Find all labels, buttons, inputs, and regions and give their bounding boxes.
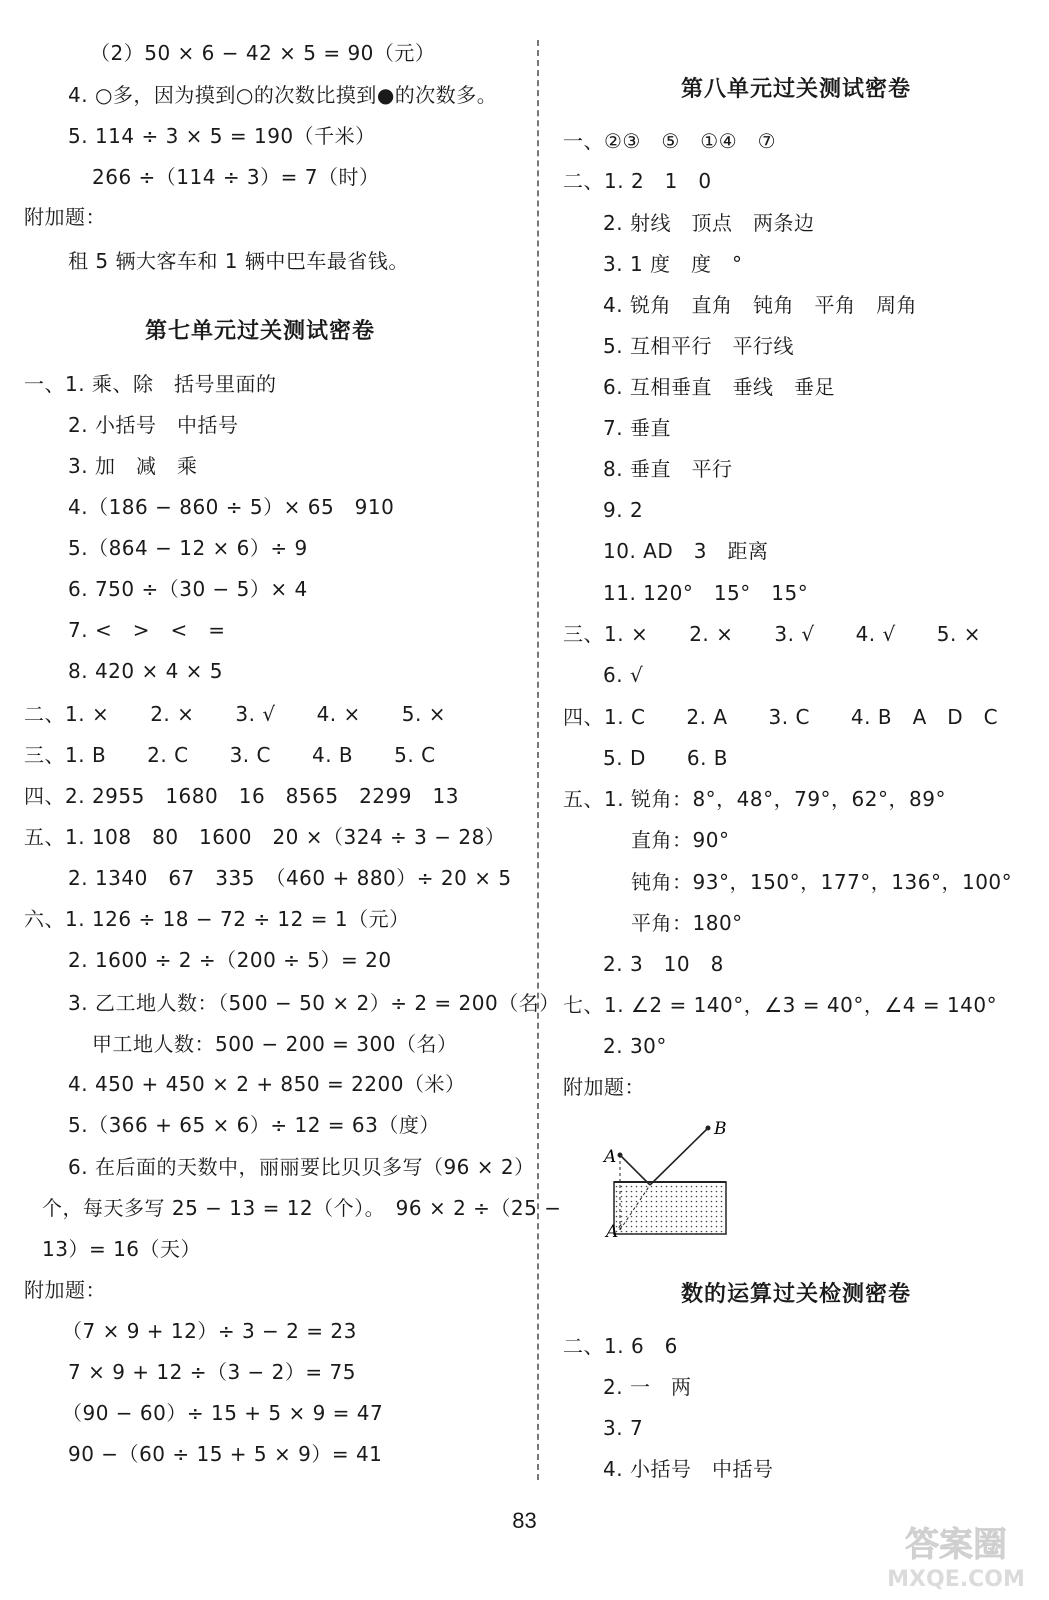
answer-line: 五、1. 锐角：8°，48°，79°，62°，89° — [563, 787, 946, 811]
answer-line: （2）50 × 6 − 42 × 5 = 90（元） — [90, 41, 436, 65]
answer-line: 5.（864 − 12 × 6）÷ 9 — [68, 536, 308, 560]
answer-line: 6. 互相垂直 垂线 垂足 — [603, 375, 835, 399]
answer-line: 8. 垂直 平行 — [603, 457, 733, 481]
watermark-logo — [881, 1514, 1031, 1592]
answer-line: 4.（186 − 860 ÷ 5）× 65 910 — [68, 495, 395, 519]
watermark-top-text: 答案圈 — [905, 1525, 1007, 1565]
answer-line: 3. 7 — [603, 1416, 644, 1440]
answer-line: 甲工地人数：500 − 200 = 300（名） — [92, 1032, 458, 1056]
answer-line: 直角：90° — [631, 828, 730, 852]
answer-line: 二、1. 2 1 0 — [563, 169, 712, 193]
answer-line: 6. √ — [603, 663, 644, 687]
answer-line: 一、1. 乘、除 括号里面的 — [24, 372, 277, 396]
answer-line: 5. D 6. B — [603, 746, 728, 770]
answer-line: 一、②③ ⑤ ①④ ⑦ — [563, 129, 777, 153]
reflected-ray — [650, 1128, 708, 1185]
calc-title: 数的运算过关检测密卷 — [681, 1282, 912, 1307]
label-a-prime: A′ — [606, 1222, 623, 1242]
answer-line: 2. 30° — [603, 1034, 667, 1058]
answer-line: 三、1. × 2. × 3. √ 4. √ 5. × — [563, 622, 981, 646]
label-a: A — [604, 1147, 617, 1167]
page-number: 83 — [512, 1508, 537, 1533]
answer-line: 6. 在后面的天数中，丽丽要比贝贝多写（96 × 2） — [68, 1155, 535, 1179]
answer-line: 五、1. 108 80 1600 20 ×（324 ÷ 3 − 28） — [24, 825, 506, 849]
answer-line: 90 −（60 ÷ 15 + 5 × 9）= 41 — [68, 1442, 383, 1466]
point-a — [618, 1153, 623, 1158]
unit7-title: 第七单元过关测试密卷 — [145, 319, 376, 344]
bonus-label: 附加题： — [24, 205, 106, 229]
bonus-label: 附加题： — [24, 1278, 106, 1302]
bonus-label: 附加题： — [563, 1075, 645, 1099]
answer-line: 5.（366 + 65 × 6）÷ 12 = 63（度） — [68, 1113, 440, 1137]
answer-line: 四、1. C 2. A 3. C 4. B A D C — [563, 705, 999, 729]
answer-line: 3. 乙工地人数：（500 − 50 × 2）÷ 2 = 200（名） — [68, 991, 560, 1015]
label-b: B — [714, 1119, 727, 1139]
answer-line: 7 × 9 + 12 ÷（3 − 2）= 75 — [68, 1360, 356, 1384]
answer-line: 个，每天多写 25 − 13 = 12（个）。 96 × 2 ÷（25 − — [42, 1196, 562, 1220]
answer-line: 2. 3 10 8 — [603, 952, 724, 976]
answer-line: 4. ○多，因为摸到○的次数比摸到●的次数多。 — [68, 83, 498, 107]
answer-line: 4. 小括号 中括号 — [603, 1457, 774, 1481]
answer-line: 六、1. 126 ÷ 18 − 72 ÷ 12 = 1（元） — [24, 907, 410, 931]
answer-line: 平角：180° — [631, 911, 743, 935]
answer-line: 2. 1340 67 335 （460 + 880）÷ 20 × 5 — [68, 866, 512, 890]
answer-line: 7. 垂直 — [603, 416, 671, 440]
answer-line: 二、1. 6 6 — [563, 1334, 678, 1358]
reflection-figure — [600, 1115, 740, 1245]
answer-line: 11. 120° 15° 15° — [603, 581, 809, 605]
answer-line: 6. 750 ÷（30 − 5）× 4 — [68, 577, 308, 601]
answer-line: 2. 一 两 — [603, 1375, 692, 1399]
answer-line: 钝角：93°，150°，177°，136°，100° — [631, 870, 1013, 894]
answer-line: （7 × 9 + 12）÷ 3 − 2 = 23 — [62, 1319, 357, 1343]
answer-line: 5. 互相平行 平行线 — [603, 334, 794, 358]
answer-line: 七、1. ∠2 = 140°，∠3 = 40°，∠4 = 140° — [563, 993, 998, 1017]
answer-line: 4. 锐角 直角 钝角 平角 周角 — [603, 293, 917, 317]
answer-line: （90 − 60）÷ 15 + 5 × 9 = 47 — [62, 1401, 384, 1425]
column-divider — [537, 40, 539, 1480]
answer-line: 3. 加 减 乘 — [68, 454, 198, 478]
answer-line: 10. AD 3 距离 — [603, 539, 769, 563]
answer-line: 二、1. × 2. × 3. √ 4. × 5. × — [24, 702, 446, 726]
answer-line: 2. 射线 顶点 两条边 — [603, 211, 815, 235]
answer-line: 8. 420 × 4 × 5 — [68, 659, 224, 683]
point-b — [706, 1126, 711, 1131]
watermark-bottom-text: MXQE.COM — [887, 1567, 1025, 1592]
answer-line: 13）= 16（天） — [42, 1237, 202, 1261]
answer-line: 9. 2 — [603, 498, 644, 522]
answer-line: 7. < > < = — [68, 618, 226, 642]
answer-line: 租 5 辆大客车和 1 辆中巴车最省钱。 — [68, 249, 409, 273]
answer-line: 3. 1 度 度 ° — [603, 252, 743, 276]
answer-line: 266 ÷（114 ÷ 3）= 7（时） — [92, 165, 380, 189]
answer-line: 2. 小括号 中括号 — [68, 413, 239, 437]
unit8-title: 第八单元过关测试密卷 — [681, 77, 912, 102]
answer-line: 4. 450 + 450 × 2 + 850 = 2200（米） — [68, 1072, 466, 1096]
answer-line: 5. 114 ÷ 3 × 5 = 190（千米） — [68, 124, 376, 148]
incident-ray — [620, 1155, 650, 1185]
answer-line: 三、1. B 2. C 3. C 4. B 5. C — [24, 743, 436, 767]
answer-line: 四、2. 2955 1680 16 8565 2299 13 — [24, 784, 459, 808]
shaded-region — [614, 1182, 726, 1234]
answer-line: 2. 1600 ÷ 2 ÷（200 ÷ 5）= 20 — [68, 948, 392, 972]
